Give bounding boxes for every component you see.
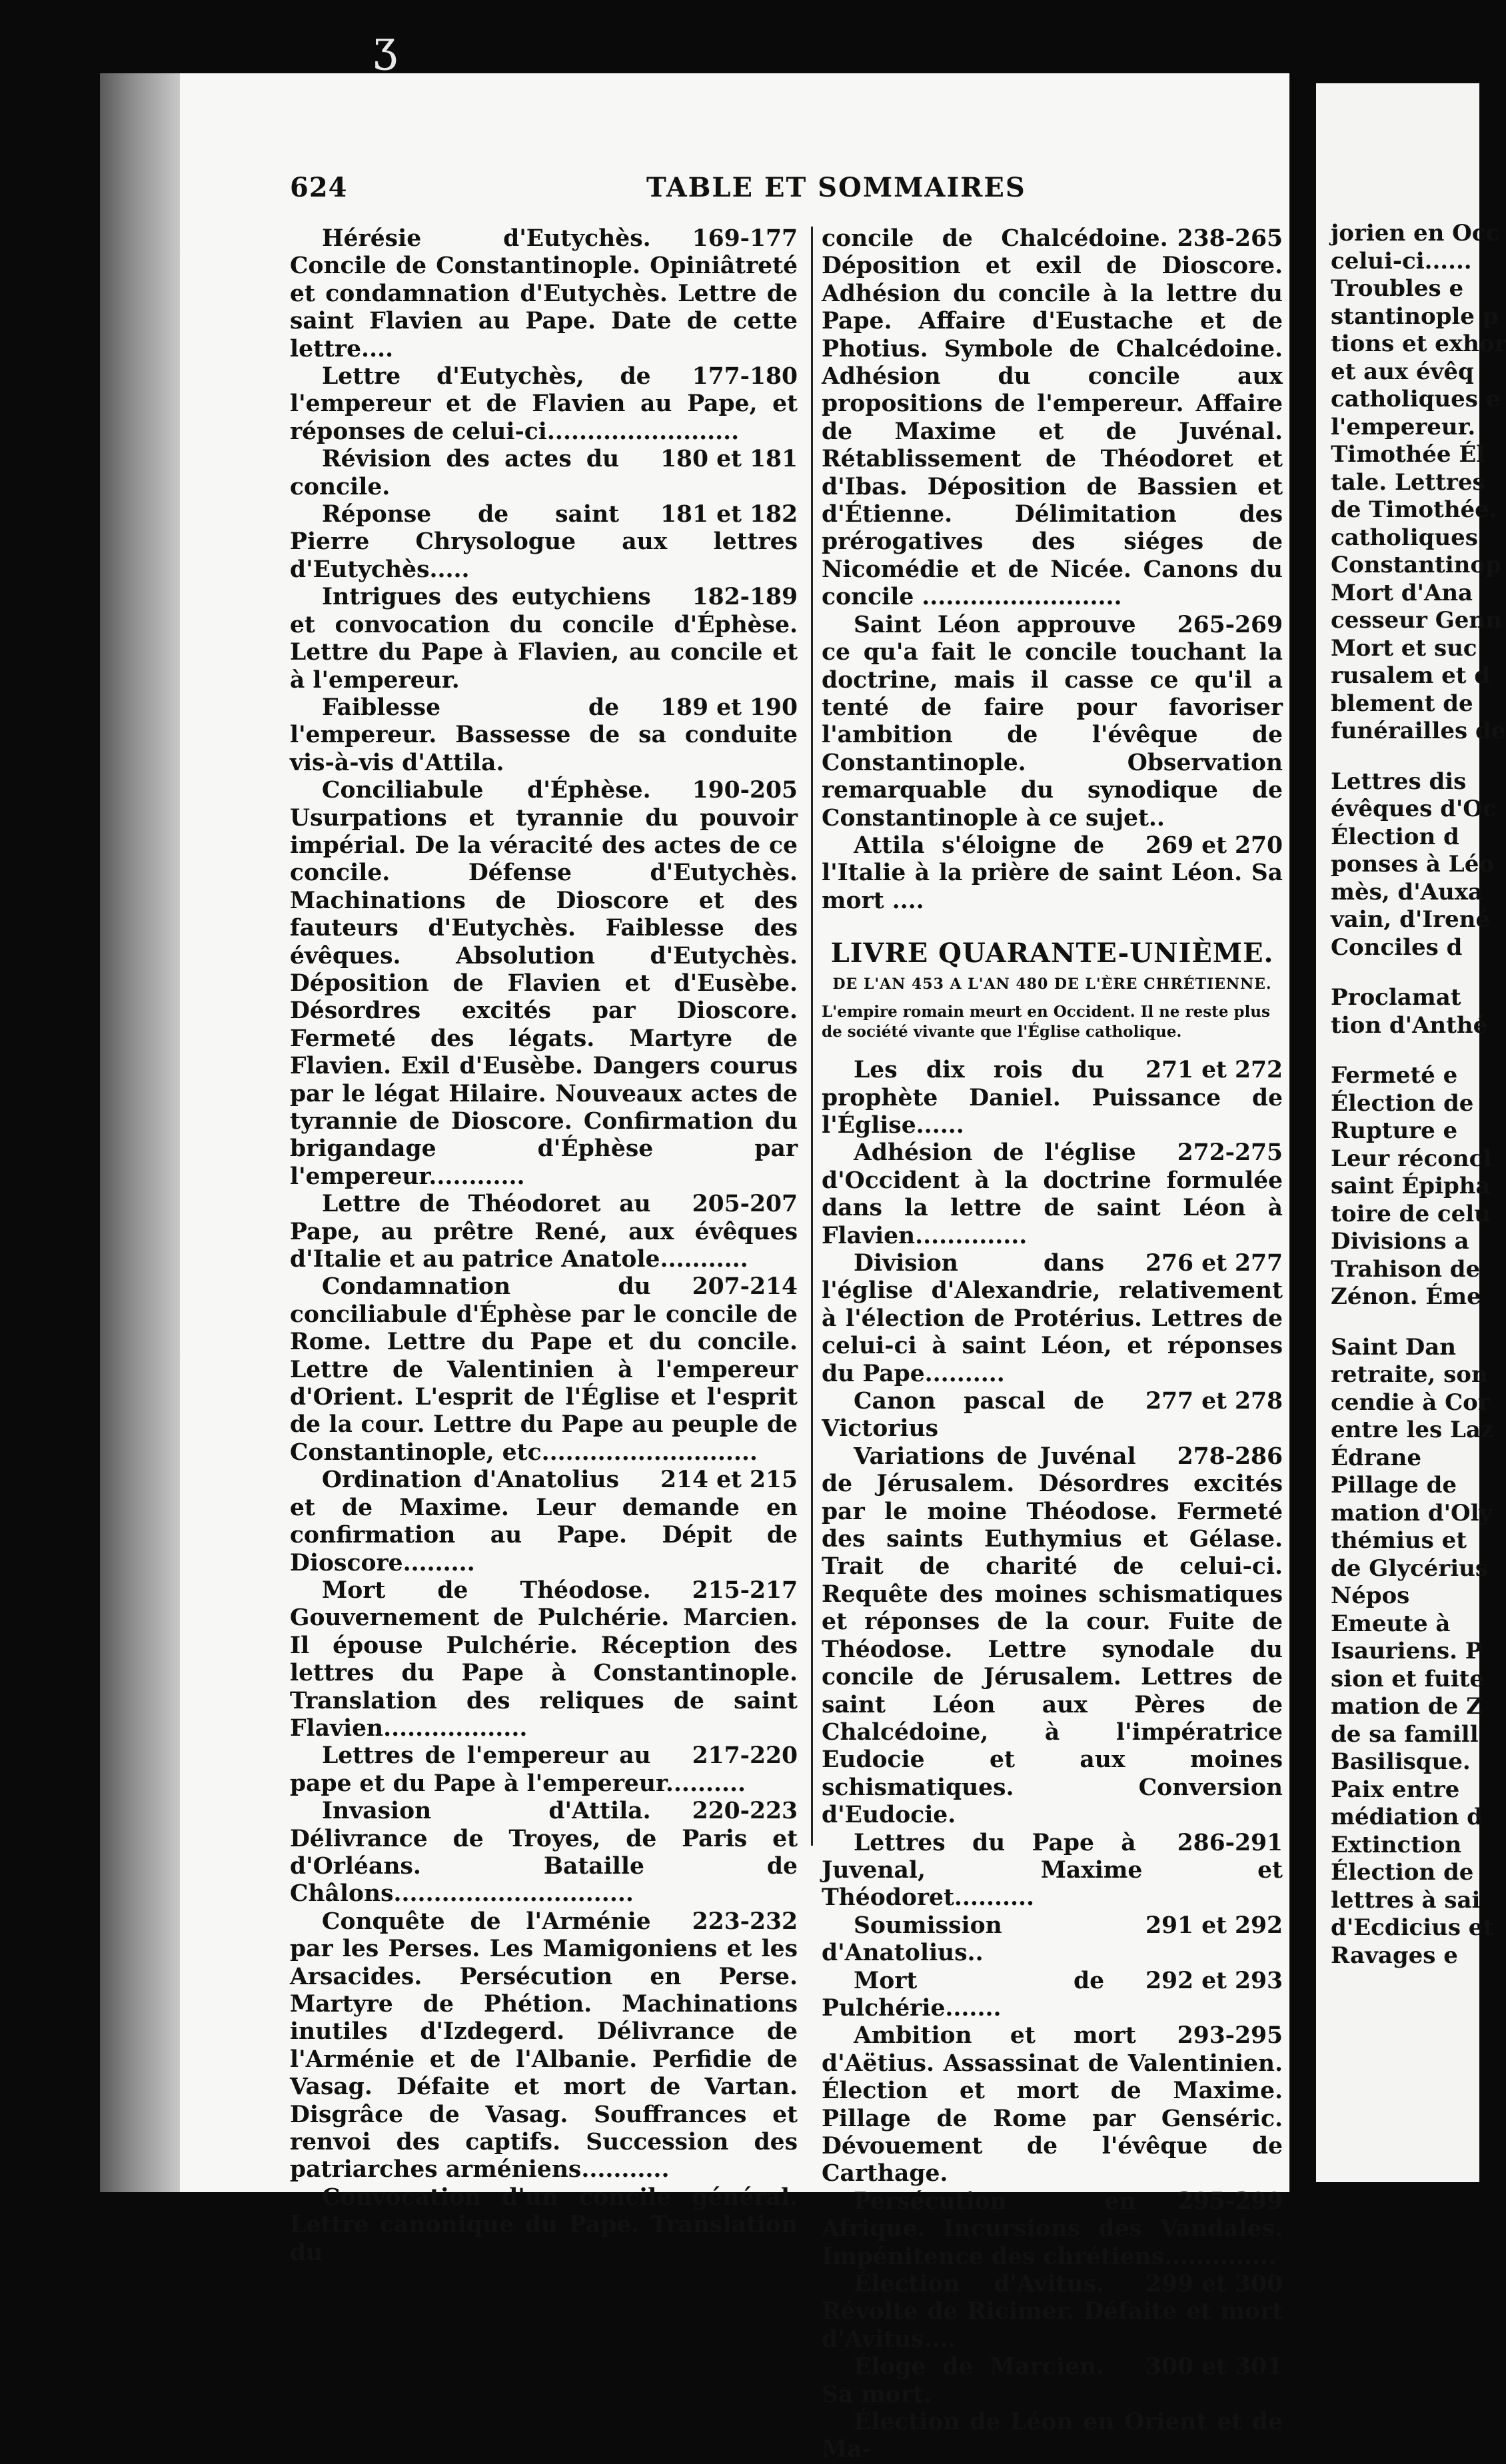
entry-text: Attila s'éloigne de l'Italie à la prière de saint Léon. Sa mort .... (822, 832, 1283, 914)
entry-text: Les dix rois du prophète Daniel. Puissance de l'Église...... (822, 1057, 1283, 1139)
entry-text: Invasion d'Attila. Délivrance de Troyes, de Paris et d'Orléans. Bataille de Châlons.............................. (290, 1798, 798, 1908)
facing-page-line: Constantinop (1331, 552, 1501, 578)
entry-text: Mort de Théodose. Gouvernement de Pulchérie. Marcien. Il épouse Pulchérie. Réception des lettres du Pape à Constantinople. Translation des reliques de saint Flavien.................. (290, 1576, 798, 1742)
middle-column-entry (822, 1830, 1283, 1912)
entry-text: Saint Léon approuve ce qu'a fait le concile touchant la doctrine, mais il casse ce qu'il a tenté de faire pour favoriser l'ambition de l'évêque de Constantinople. Observation remarquable du synodique de Constantinople à ce sujet.. (822, 611, 1283, 832)
left-column-entry (290, 1273, 798, 1467)
facing-page-line: cendie à Cor (1331, 1389, 1490, 1416)
entry-text: Ordination d'Anatolius et de Maxime. Leur demande en confirmation au Pape. Dépit de Dioscore......... (290, 1467, 798, 1576)
entry-text: Canon pascal de Victorius (822, 1388, 1105, 1443)
entry-page-range: 238-265 (1177, 225, 1283, 252)
entry-page-range: 181 et 182 (660, 501, 798, 528)
entry-page-range: 214 et 215 (660, 1467, 798, 1494)
middle-column-entry (822, 2271, 1283, 2353)
facing-page-line: Isauriens. P (1331, 1638, 1483, 1664)
entry-text: Lettre d'Eutychès, de l'empereur et de Flavien au Pape, et réponses de celui-ci........................ (290, 363, 798, 445)
middle-column-entry (822, 2188, 1283, 2271)
entry-page-range: 292 et 293 (1145, 1967, 1283, 1994)
left-column (290, 225, 798, 2267)
middle-column-entry (822, 1443, 1283, 1830)
facing-page-line: jorien en Occ (1331, 220, 1500, 247)
left-column-entry (290, 225, 798, 363)
left-column-entry (290, 1577, 798, 1742)
facing-page-line: retraite, son (1331, 1361, 1488, 1388)
middle-column-entry (822, 1388, 1283, 1443)
entry-text: Variations de Juvénal de Jérusalem. Désordres excités par le moine Théodose. Fermeté des saints Euthymius et Gélase. Trait de charité de celui-ci. Requête des moines schismatiques et réponses de la cour. Fuite de Théodose. Lettre synodale du concile de Jérusalem. Lettres de saint Léon aux Pères de Chalcédoine, à l'impératrice Eudocie et aux moines schismatiques. Conversion d'Eudocie. (822, 1443, 1283, 1829)
book-page (180, 73, 1289, 2463)
facing-page-line: Paix entre (1331, 1776, 1460, 1803)
entry-text: Élection de Léon en Orient et de Ma- (822, 2409, 1283, 2463)
page-number: 624 (290, 172, 348, 203)
left-column-entry (290, 584, 798, 694)
facing-page-line: vain, d'Irené (1331, 906, 1491, 933)
facing-page-line: évêques d'Oc (1331, 796, 1497, 822)
left-column-entry (290, 501, 798, 584)
entry-text: Convocation d'un concile général. Lettre canonique du Pape. Translation du (290, 2183, 798, 2266)
entry-text: Réponse de saint Pierre Chrysologue aux lettres d'Eutychès..... (290, 501, 798, 583)
facing-page-line: mès, d'Auxa (1331, 878, 1483, 906)
entry-text: Conquête de l'Arménie par les Perses. Les Mamigoniens et les Arsacides. Persécution en Perse. Martyre de Phétion. Machinations inutiles d'Izdegerd. Délivrance de l'Arménie et de l'Albanie. Perfidie de Vasag. Défaite et mort de Vartan. Disgrâce de Vasag. Souffrances et renvoi des captifs. Succession des patriarches arméniens........... (290, 1908, 798, 2183)
entry-page-range: 293-295 (1177, 2022, 1283, 2050)
entry-text: Lettres du Pape à Juvenal, Maxime et Théodoret.......... (822, 1829, 1283, 1912)
middle-column-entry (822, 612, 1283, 832)
book-summary: L'empire romain meurt en Occident. Il ne reste plus de société vivante que l'Église catholique. (822, 1003, 1270, 1041)
facing-page-line: Élection de (1331, 1089, 1474, 1117)
facing-page-line: entre les Laz (1331, 1417, 1494, 1443)
facing-page-line: Extinction (1331, 1831, 1462, 1858)
entry-page-range: 276 et 277 (1145, 1250, 1283, 1277)
facing-page-line: Emeute à (1331, 1610, 1451, 1637)
entry-page-range: 300 et 301 (1145, 2353, 1283, 2381)
entry-text: Hérésie d'Eutychès. Concile de Constantinople. Opiniâtreté et condamnation d'Eutychès. Lettre de saint Flavien au Pape. Date de cette lettre.... (290, 225, 798, 362)
left-column-entry (290, 1467, 798, 1577)
entry-page-range: 278-286 (1177, 1443, 1283, 1470)
entry-text: Ambition et mort d'Aëtius. Assassinat de Valentinien. Élection et mort de Maxime. Pillage de Rome par Genséric. Dévouement de l'évêque de Carthage. (822, 2022, 1283, 2187)
facing-page-line: l'empereur. (1331, 413, 1476, 440)
middle-column-entry (822, 1139, 1283, 1250)
left-column-entry (290, 1798, 798, 1908)
facing-page-line: mation de Z (1331, 1693, 1483, 1720)
entry-page-range: 215-217 (692, 1576, 798, 1604)
middle-column-entry (822, 1250, 1283, 1388)
facing-page-line: Mort et suc (1331, 634, 1477, 662)
facing-page-line: saint Épipha (1331, 1173, 1491, 1199)
middle-column-entry (822, 832, 1283, 915)
facing-page-line: Lettres dis (1331, 768, 1467, 795)
facing-page-line: médiation d (1331, 1804, 1483, 1830)
entry-page-range: 271 et 272 (1145, 1057, 1283, 1084)
entry-text: Faiblesse de l'empereur. Bassesse de sa conduite vis-à-vis d'Attila. (290, 694, 798, 776)
facing-page-line: ponses à Léo (1331, 851, 1495, 878)
entry-page-range: 177-180 (692, 363, 798, 390)
facing-page-line: cesseur Genn (1331, 607, 1502, 634)
entry-text: Division dans l'église d'Alexandrie, relativement à l'élection de Protérius. Lettres de celui-ci à saint Léon, et réponses du Pape.......... (822, 1250, 1283, 1387)
facing-page-line: d'Ecdicius et (1331, 1914, 1494, 1941)
facing-page-line: Zénon. Éme (1331, 1283, 1481, 1310)
entry-page-range: 180 et 181 (660, 446, 798, 473)
entry-page-range: 299 et 300 (1145, 2271, 1283, 2298)
facing-page-line: stantinople p (1331, 303, 1499, 330)
middle-column-entry (822, 2409, 1283, 2464)
facing-page-line: Édrane (1331, 1444, 1421, 1471)
facing-page-line: Rupture e (1331, 1117, 1458, 1144)
middle-column-entry (822, 1912, 1283, 1968)
facing-page-line: funérailles de (1331, 718, 1506, 744)
left-column-entry (290, 1908, 798, 2184)
entry-page-range: 182-189 (692, 584, 798, 611)
entry-page-range: 277 et 278 (1145, 1388, 1283, 1415)
left-column-entry (290, 694, 798, 777)
facing-page-line: Élection d (1331, 823, 1459, 850)
facing-page-line: catholiques (1331, 524, 1478, 551)
entry-page-range: 272-275 (1177, 1139, 1283, 1167)
column-rule (811, 227, 813, 1846)
running-head: TABLE ET SOMMAIRES (646, 172, 1026, 203)
facing-page-line: de Glycérius (1331, 1554, 1488, 1582)
facing-page-line: Trahison de (1331, 1255, 1481, 1283)
facing-page-line: lettres à sai (1331, 1886, 1481, 1914)
facing-page-line: rusalem et d (1331, 662, 1491, 689)
entry-text: Persécution en Afrique. Incursions des Vandales. Impénitence des chrétiens.............. (822, 2187, 1283, 2270)
middle-column-entry (822, 1968, 1283, 2023)
left-column-entry (290, 446, 798, 501)
entry-page-range: 269 et 270 (1145, 832, 1283, 859)
facing-page-gap (1316, 1311, 1479, 1334)
facing-page-line: mation d'Oly (1331, 1499, 1493, 1527)
facing-page-line: Mort d'Ana (1331, 579, 1473, 606)
left-column-entry (290, 1742, 798, 1798)
facing-page-line: Fermeté e (1331, 1062, 1458, 1089)
facing-page-line: tion d'Anthé (1331, 1011, 1488, 1039)
entry-text: Mort de Pulchérie....... (822, 1967, 1105, 2022)
facing-page-line: tions et exhor (1331, 330, 1506, 357)
scan-mark: ʒ (373, 22, 398, 71)
facing-page-line: Troubles e (1331, 275, 1464, 302)
facing-page-gap (1316, 961, 1479, 984)
facing-page-line: Ravages e (1331, 1942, 1458, 1969)
facing-page-line: de Timothée. (1331, 496, 1497, 523)
middle-column-entry (822, 2022, 1283, 2187)
facing-page-line: de sa famill (1331, 1720, 1479, 1748)
entry-page-range: 169-177 (692, 225, 798, 252)
entry-page-range: 265-269 (1177, 611, 1283, 638)
entry-text: Condamnation du conciliabule d'Éphèse par le concile de Rome. Lettre du Pape et du concile. Lettre de Valentinien à l'empereur d'Orient. L'esprit de l'Église et l'esprit de la cour. Lettre du Pape au peuple de Constantinople, etc........................... (290, 1273, 798, 1466)
facing-page-line: Timothée Él (1331, 441, 1485, 468)
entry-page-range: 189 et 190 (660, 694, 798, 721)
facing-page (1316, 83, 1506, 2182)
entry-text: Intrigues des eutychiens et convocation du concile d'Éphèse. Lettre du Pape à Flavien, au concile et à l'empereur. (290, 584, 798, 694)
entry-text: Soumission d'Anatolius.. (822, 1912, 1002, 1967)
facing-page-line: Népos (1331, 1582, 1410, 1609)
facing-page-line: Divisions a (1331, 1228, 1469, 1255)
entry-page-range: 286-291 (1177, 1829, 1283, 1856)
entry-text: Conciliabule d'Éphèse. Usurpations et tyrannie du pouvoir impérial. De la véracité des actes de ce concile. Défense d'Eutychès. Machinations de Dioscore et des fauteurs d'Eutychès. Faiblesse des évêques. Absolution d'Eutychès. Déposition de Flavien et d'Eusèbe. Désordres excités par Dioscore. Fermeté des légats. Martyre de Flavien. Exil d'Eusèbe. Dangers courus par le légat Hilaire. Nouveaux actes de tyrannie de Dioscore. Confirmation du brigandage d'Éphèse par l'empereur............ (290, 777, 798, 1190)
page-edge-shadow (100, 73, 180, 2192)
entry-text: concile de Chalcédoine. Déposition et exil de Dioscore. Adhésion du concile à la lettre du Pape. Affaire d'Eustache et de Photius. Symbole de Chalcédoine. Adhésion du concile aux propositions de l'empereur. Affaire de Maxime et de Juvénal. Rétablissement de Théodoret et d'Ibas. Déposition de Bassien et d'Étienne. Délimitation des prérogatives des siéges de Nicomédie et de Nicée. Canons du concile ......................... (822, 225, 1283, 611)
middle-column (822, 225, 1283, 2464)
entry-page-range: 217-220 (692, 1742, 798, 1770)
facing-page-line: sion et fuite (1331, 1665, 1485, 1692)
facing-page-line: Saint Dan (1331, 1333, 1456, 1361)
left-column-entry (290, 2184, 798, 2267)
middle-column-top (822, 225, 1283, 915)
entry-page-range: 220-223 (692, 1798, 798, 1825)
entry-text: Élection d'Avitus. Révolte de Ricimer. Défaite et mort d'Avitus.... (822, 2271, 1283, 2353)
entry-text: Lettre de Théodoret au Pape, au prêtre René, aux évêques d'Italie et au patrice Anatole........... (290, 1191, 798, 1273)
left-column-entry (290, 777, 798, 1191)
facing-page-line: Leur réconcl (1331, 1145, 1492, 1172)
facing-page-line: blement de (1331, 690, 1473, 717)
facing-page-line: toire de celu (1331, 1200, 1491, 1227)
middle-column-entry (822, 2353, 1283, 2409)
entry-page-range: 190-205 (692, 777, 798, 804)
entry-page-range: 205-207 (692, 1191, 798, 1218)
entry-page-range: 223-232 (692, 1908, 798, 1935)
middle-column-entry (822, 225, 1283, 612)
facing-page-line: tale. Lettres (1331, 468, 1485, 496)
left-column-entry (290, 1191, 798, 1273)
entry-page-range: 291 et 292 (1145, 1912, 1283, 1939)
facing-page-line: Pillage de (1331, 1472, 1457, 1499)
facing-page-gap (1316, 1039, 1479, 1062)
middle-column-entry (822, 1057, 1283, 1139)
book-era: DE L'AN 453 A L'AN 480 DE L'ÈRE CHRÉTIENNE. (832, 975, 1272, 993)
facing-page-line: catholiques e (1331, 386, 1501, 412)
middle-column-bottom (822, 1057, 1283, 2464)
facing-page-gap (1316, 746, 1479, 768)
facing-page-line: thémius et (1331, 1527, 1467, 1554)
left-column-entry (290, 363, 798, 446)
entry-text: Adhésion de l'église d'Occident à la doctrine formulée dans la lettre de saint Léon à Flavien.............. (822, 1139, 1283, 1249)
entry-page-range: 295-299 (1177, 2187, 1283, 2215)
facing-page-line: celui-ci...... (1331, 247, 1472, 275)
entry-page-range: 207-214 (692, 1273, 798, 1301)
entry-text: Révision des actes du concile. (290, 446, 620, 500)
entry-text: Lettres de l'empereur au pape et du Pape à l'empereur.......... (290, 1742, 746, 1797)
facing-page-line: Proclamat (1331, 984, 1461, 1011)
facing-page-line: Basilisque. (1331, 1748, 1471, 1775)
facing-page-line: Conciles d (1331, 933, 1463, 961)
facing-page-line: et aux évêq (1331, 358, 1474, 385)
book-title: LIVRE QUARANTE-UNIÈME. (830, 937, 1274, 969)
facing-page-line: Élection de (1331, 1859, 1474, 1886)
entry-text: Éloge de Marcien. Sa mort. (822, 2353, 1105, 2408)
